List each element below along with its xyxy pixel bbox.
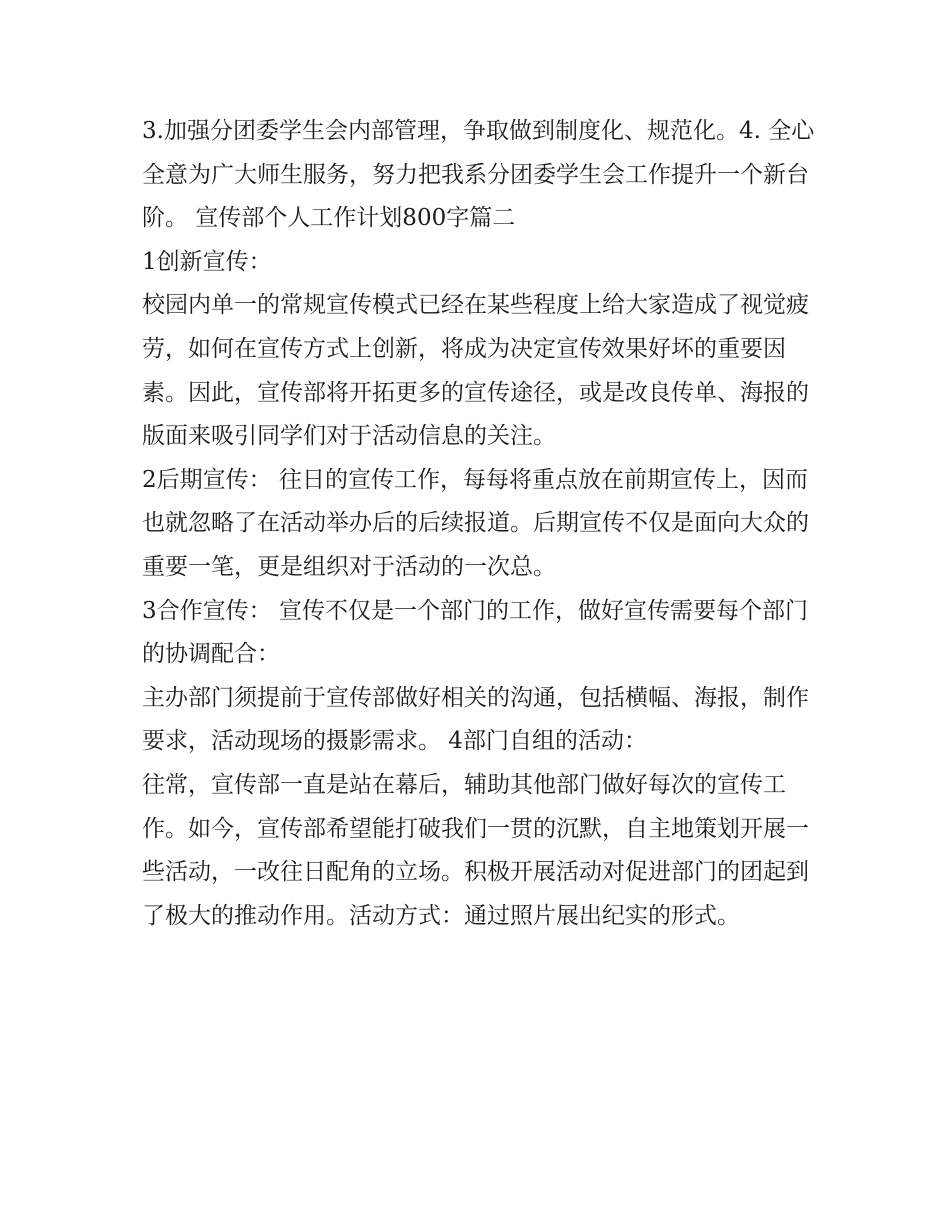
- paragraph-1: 3.加强分团委学生会内部管理，争取做到制度化、规范化。4. 全心全意为广大师生服务，努力把我系分团委学生会工作提升一个新台阶。 宣传部个人工作计划800字篇二: [142, 118, 815, 232]
- paragraph-6: 主办部门须提前于宣传部做好相关的沟通，包括横幅、海报，制作要求，活动现场的摄影需求。 4部门自组的活动：: [142, 684, 809, 755]
- document-body: [142, 110, 822, 938]
- paragraph-2: 1创新宣传：: [142, 248, 272, 275]
- paragraph-3: 校园内单一的常规宣传模式已经在某些程度上给大家造成了视觉疲劳，如何在宣传方式上创新，将成为决定宣传效果好坏的重要因素。因此，宣传部将开拓更多的宣传途径，或是改良传单、海报的版面来吸引同学们对于活动信息的关注。: [142, 292, 809, 450]
- paragraph-4: 2后期宣传： 往日的宣传工作，每每将重点放在前期宣传上，因而也就忽略了在活动举办后的后续报道。后期宣传不仅是面向大众的重要一笔，更是组织对于活动的一次总。: [142, 466, 809, 580]
- paragraph-5: 3合作宣传： 宣传不仅是一个部门的工作，做好宣传需要每个部门的协调配合：: [142, 597, 808, 668]
- paragraph-7: 往常，宣传部一直是站在幕后，辅助其他部门做好每次的宣传工作。如今，宣传部希望能打破我们一贯的沉默，自主地策划开展一些活动，一改往日配角的立场。积极开展活动对促进部门的团起到了极大的推动作用。活动方式：通过照片展出纪实的形式。: [142, 771, 809, 929]
